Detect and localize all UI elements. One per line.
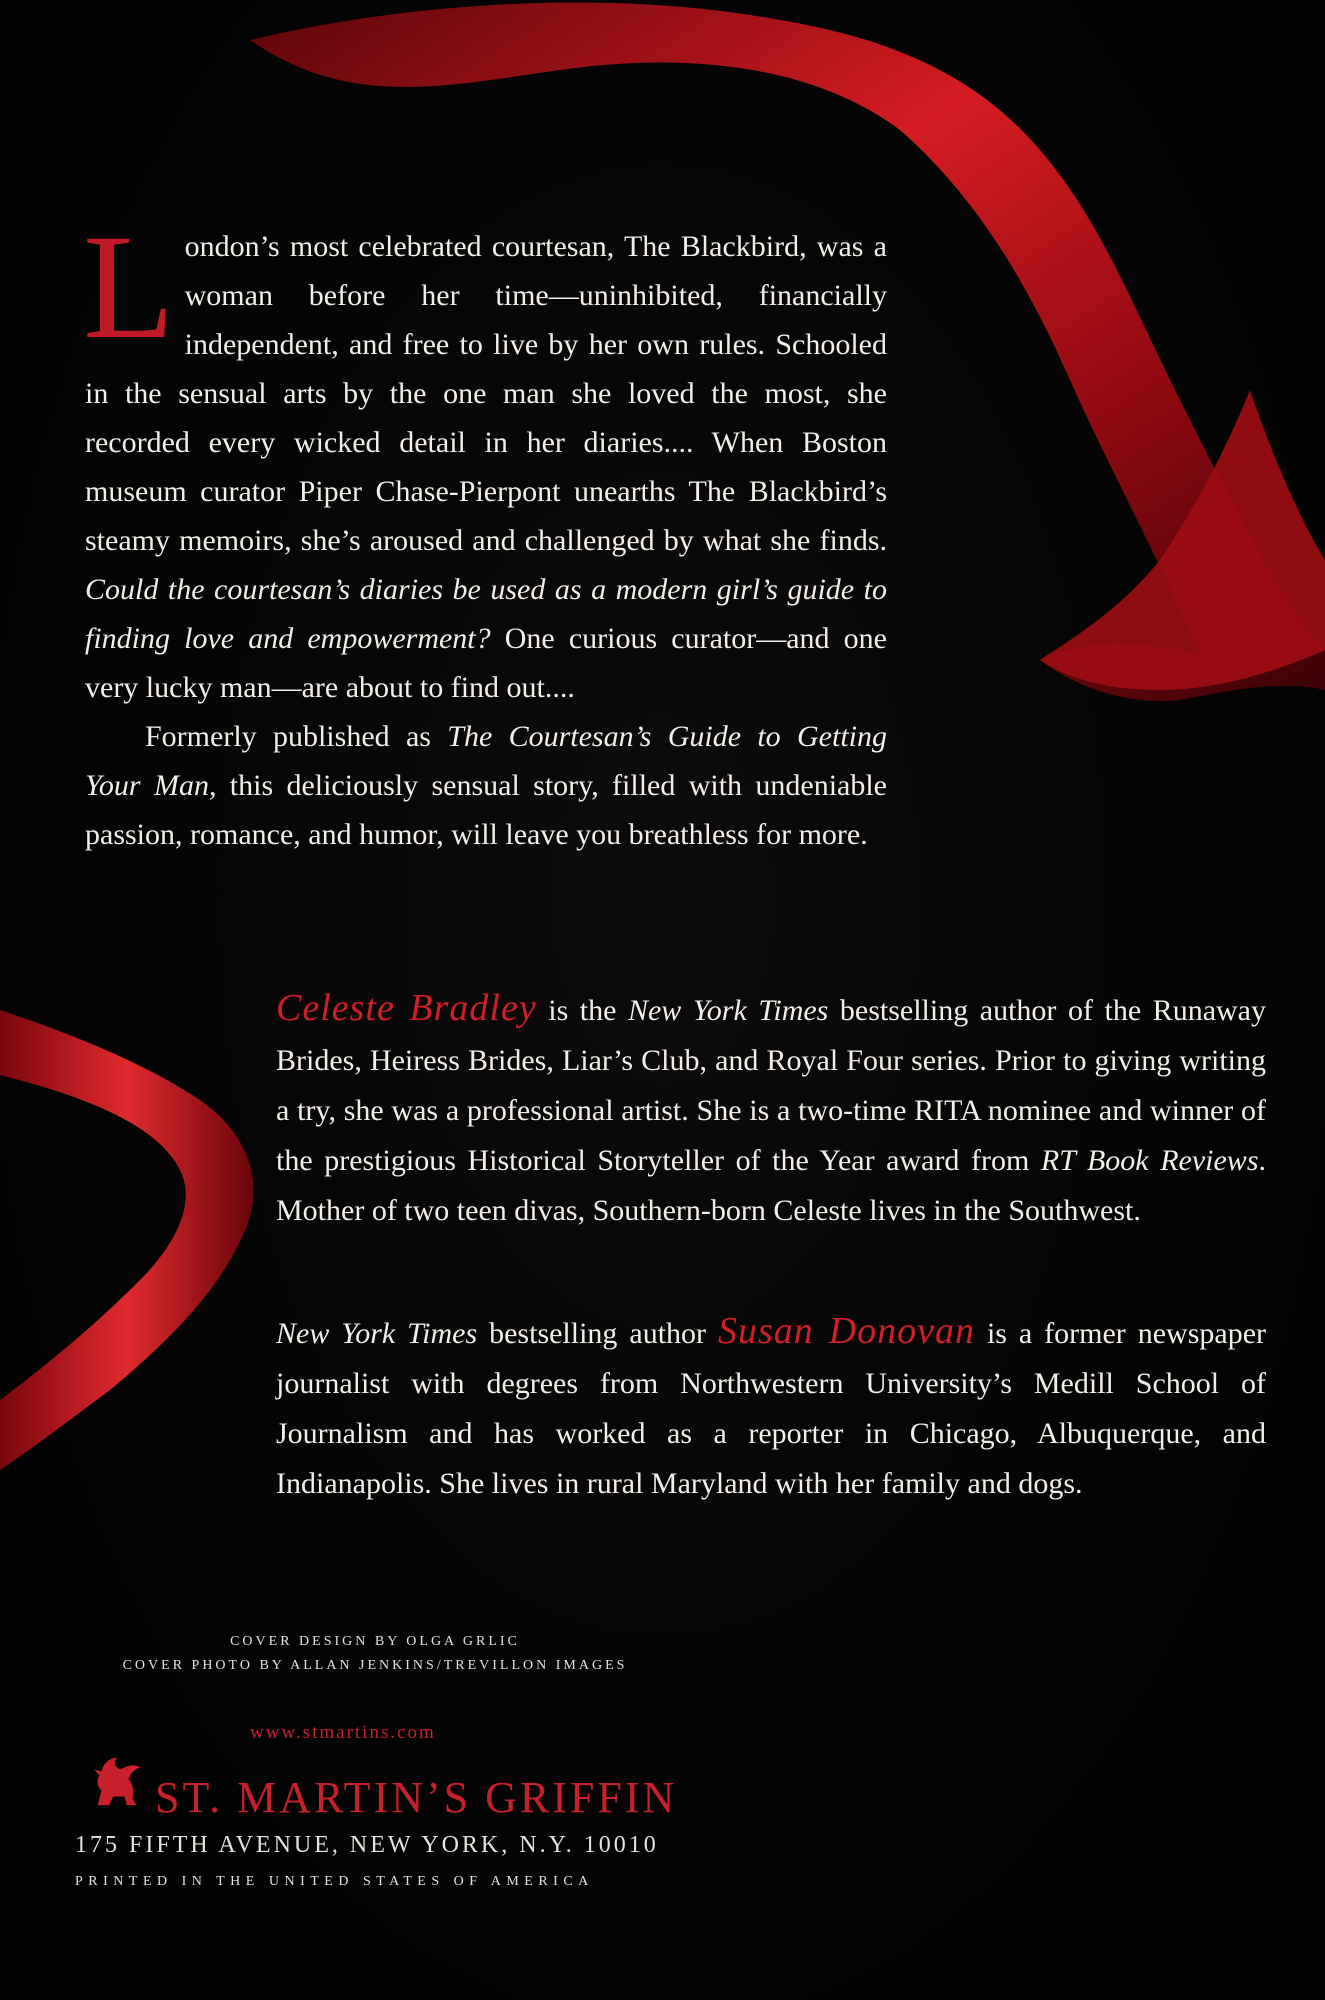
- description-text: ondon’s most celebrated courtesan, The Blackbird, was a woman before her time—uninhibited, financially independent, and free to live by her own rules. Schooled in the sensual arts by the one man she loved the most, she recorded every wicked detail in her diaries.... When Boston museum curator Piper Chase-Pierpont unearths The Blackbird’s steamy memoirs, she’s aroused and challenged by what she finds.: [85, 230, 887, 557]
- author-name-celeste: Celeste Bradley: [276, 987, 537, 1029]
- cover-photo-credit: COVER PHOTO BY ALLAN JENKINS/TREVILLON IMAGES: [122, 1658, 628, 1673]
- publisher-name: ST. MARTIN’S GRIFFIN: [155, 1773, 678, 1822]
- description-italic: Could the courtesan’s diaries be used as a modern girl’s guide to finding love and empowerment?: [85, 573, 887, 655]
- bio-text: . Mother of two teen divas, Southern-born Celeste lives in the Southwest.: [276, 1144, 1266, 1227]
- author-bio-celeste: [276, 983, 1266, 1236]
- formerly-text-end: this deliciously sensual story, filled with undeniable passion, romance, and humor, will leave you breathless for more.: [85, 769, 887, 851]
- author-bio-susan: [276, 1306, 1266, 1509]
- cover-design-credit: COVER DESIGN BY OLGA GRLIC: [230, 1634, 520, 1649]
- ribbon-left: [0, 1010, 254, 1470]
- griffin-icon: [88, 1752, 146, 1810]
- book-description: [83, 204, 887, 859]
- former-title: The Courtesan’s Guide to Getting Your Man,: [85, 720, 887, 802]
- author-name-susan: Susan Donovan: [717, 1310, 976, 1352]
- bio-text: bestselling author: [477, 1317, 718, 1350]
- bio-text: bestselling author of the Runaway Brides, Heiress Brides, Liar’s Club, and Royal Four series. Prior to giving writing a try, she was a professional artist. She is a two-time RITA nominee and winner of the prestigious Historical Storyteller of the Year award from: [276, 994, 1266, 1177]
- drop-cap: L: [83, 204, 175, 370]
- printed-in: PRINTED IN THE UNITED STATES OF AMERICA: [75, 1874, 594, 1889]
- rt-title: RT Book Reviews: [1040, 1144, 1259, 1177]
- publisher-url[interactable]: www.stmartins.com: [250, 1722, 436, 1743]
- bio-text: is a former newspaper journalist with degrees from Northwestern University’s Medill School of Journalism and has worked as a reporter in Chicago, Albuquerque, and Indianapolis. She lives in rural Maryland with her family and dogs.: [276, 1317, 1267, 1500]
- publisher-address: 175 FIFTH AVENUE, NEW YORK, N.Y. 10010: [75, 1832, 659, 1858]
- nyt-title: New York Times: [276, 1317, 478, 1350]
- nyt-title: New York Times: [627, 994, 829, 1027]
- cover-credits: [60, 1630, 690, 1678]
- description-text-end: One curious curator—and one very lucky man—are about to find out....: [85, 622, 887, 704]
- formerly-text: Formerly published as: [145, 720, 448, 753]
- bio-text: is the: [536, 994, 628, 1027]
